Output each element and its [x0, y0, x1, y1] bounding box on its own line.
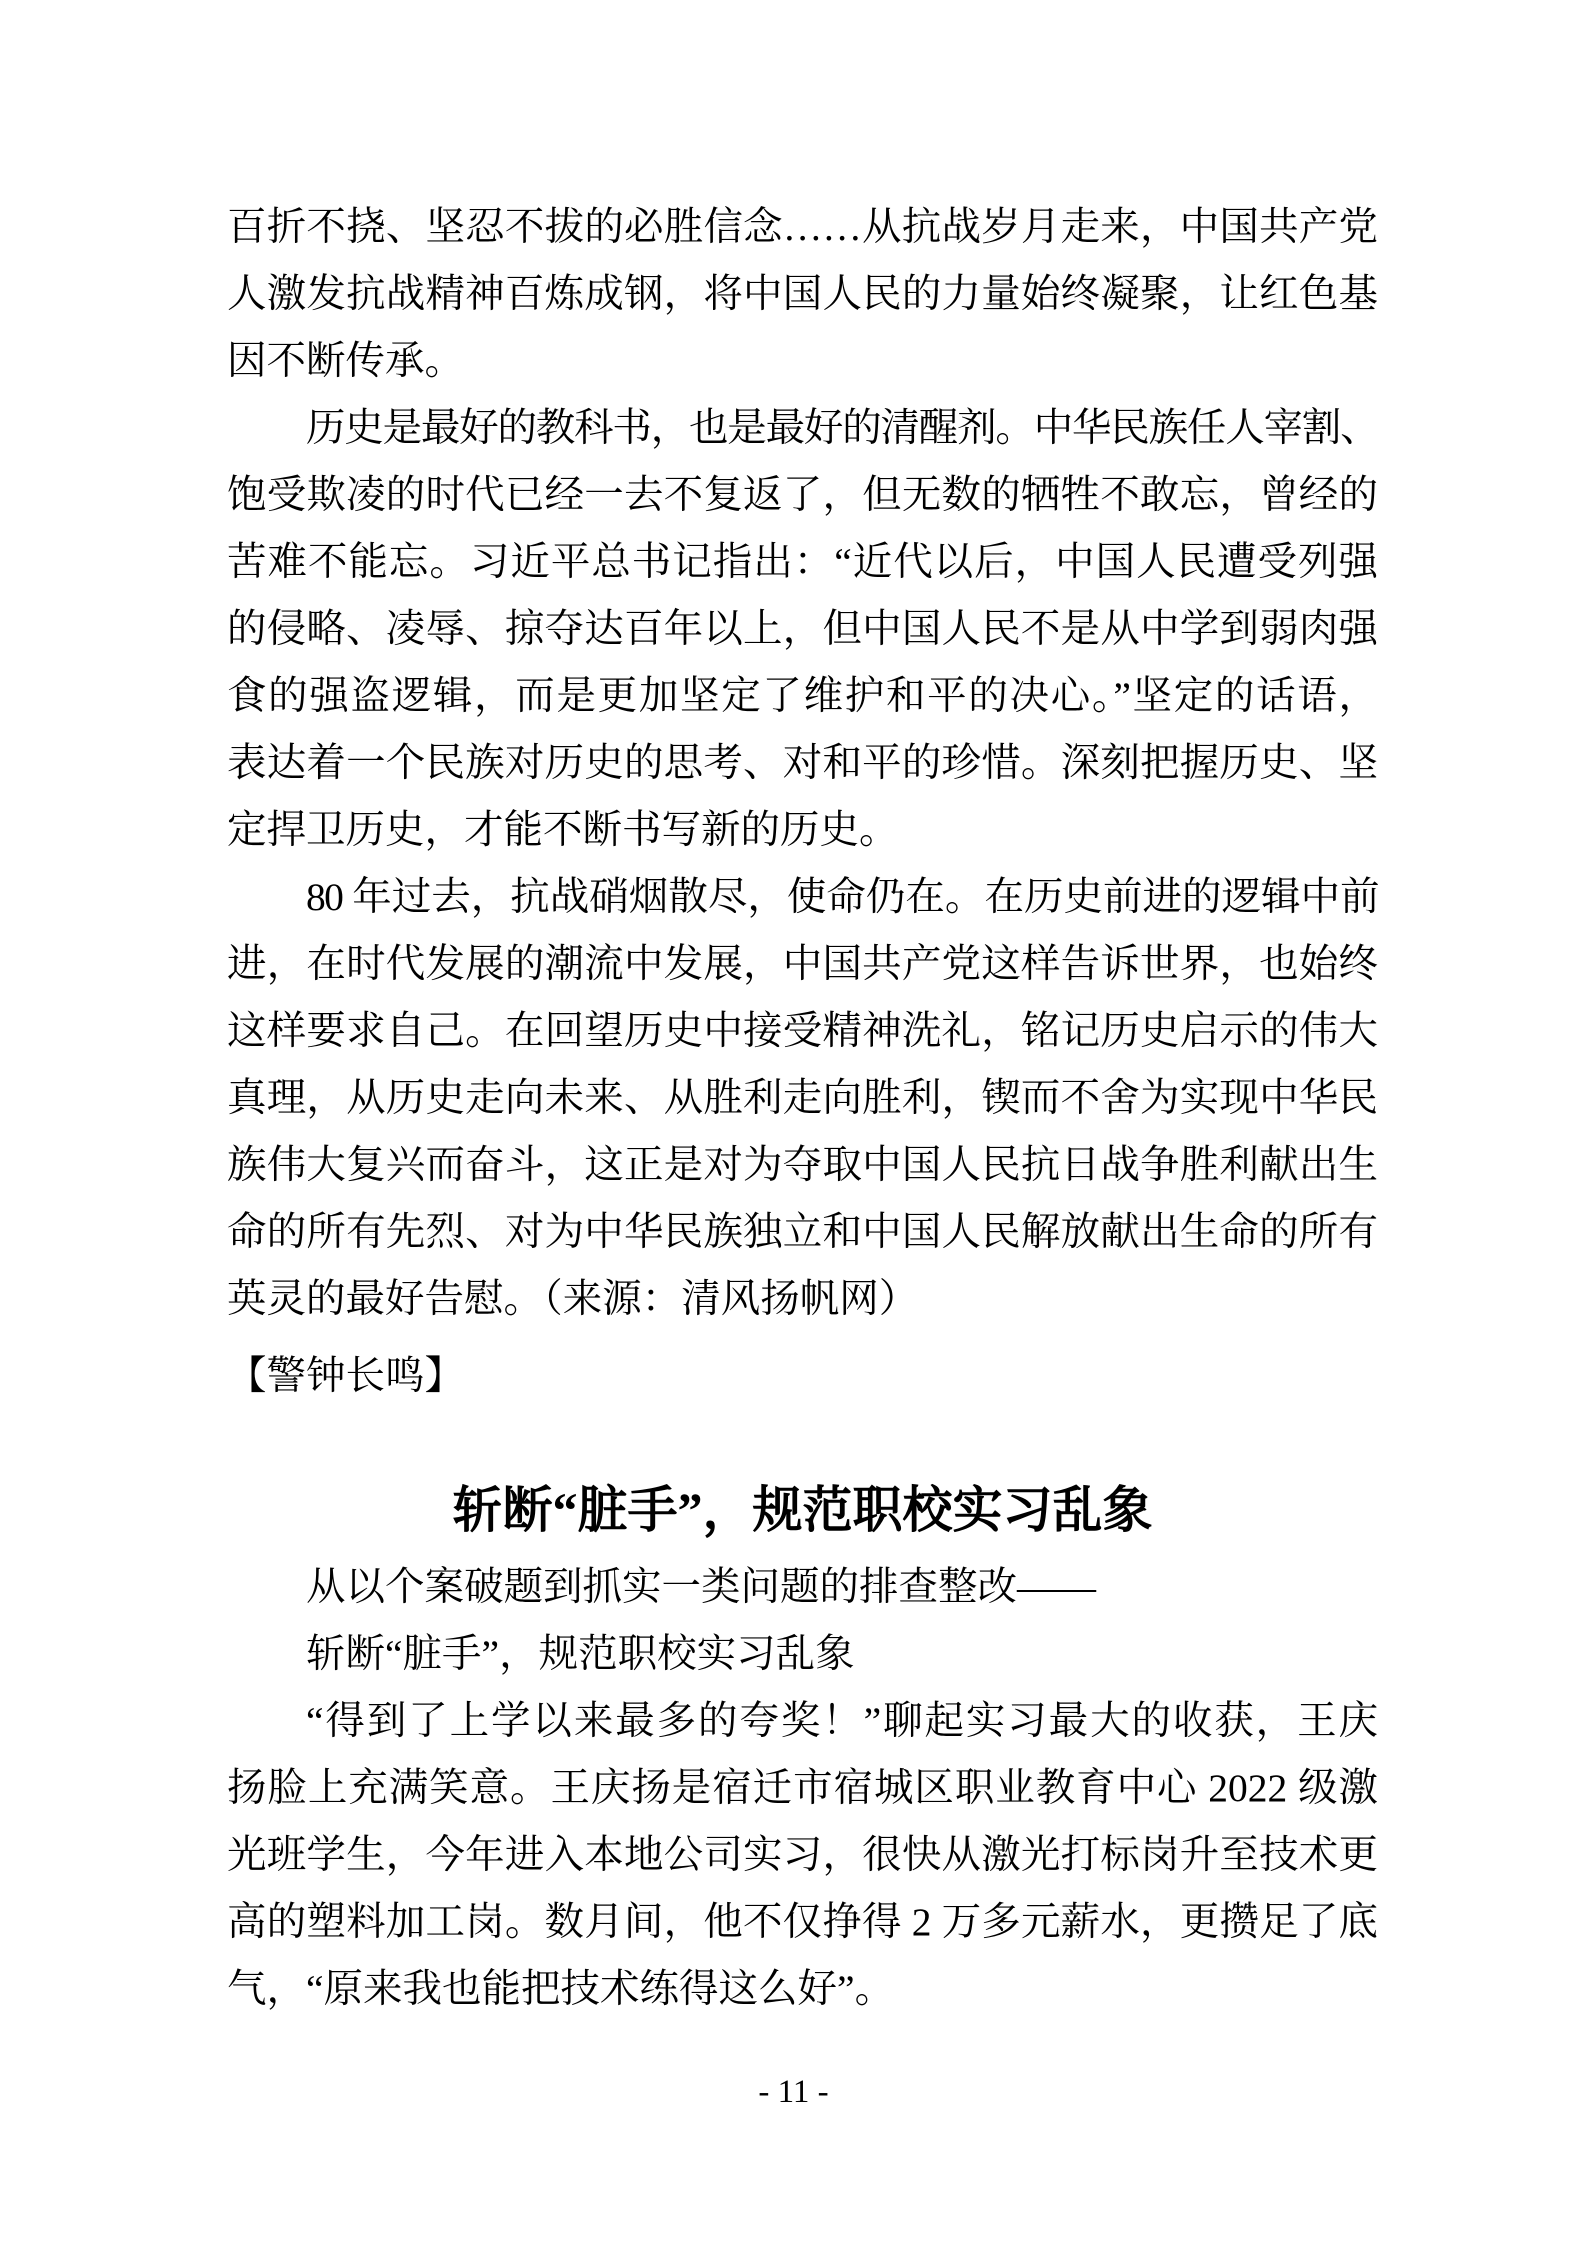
body-line: 光班学生，今年进入本地公司实习，很快从激光打标岗升至技术更: [227, 1833, 1378, 1877]
body-line: 这样要求自己。在回望历史中接受精神洗礼，铭记历史启示的伟大: [227, 1009, 1378, 1053]
body-line: 百折不挠、坚忍不拔的必胜信念……从抗战岁月走来，中国共产党: [227, 205, 1378, 249]
body-line: 人激发抗战精神百炼成钢，将中国人民的力量始终凝聚，让红色基: [227, 272, 1378, 316]
body-line: 扬脸上充满笑意。王庆扬是宿迁市宿城区职业教育中心 2022 级激: [227, 1766, 1378, 1810]
body-line: 因不断传承。: [227, 339, 464, 383]
document-body: [227, 194, 1378, 2023]
body-line: 定捍卫历史，才能不断书写新的历史。: [227, 808, 899, 852]
body-line: 斩断“脏手”，规范职校实习乱象: [306, 1632, 855, 1676]
body-line: 从以个案破题到抓实一类问题的排查整改——: [306, 1565, 1096, 1609]
body-line: 高的塑料加工岗。数月间，他不仅挣得 2 万多元薪水，更攒足了底: [227, 1900, 1378, 1944]
body-line: 苦难不能忘。习近平总书记指出：“近代以后，中国人民遭受列强: [227, 540, 1378, 584]
body-line: 表达着一个民族对历史的思考、对和平的珍惜。深刻把握历史、坚: [227, 741, 1378, 785]
section-marker: 【警钟长鸣】: [227, 1354, 464, 1398]
body-line: 80 年过去，抗战硝烟散尽，使命仍在。在历史前进的逻辑中前: [306, 875, 1378, 919]
body-line: 食的强盗逻辑，而是更加坚定了维护和平的决心。”坚定的话语，: [227, 674, 1378, 718]
body-line: 命的所有先烈、对为中华民族独立和中国人民解放献出生命的所有: [227, 1210, 1378, 1254]
body-line: 英灵的最好告慰。（来源：清风扬帆网）: [227, 1277, 919, 1321]
body-line: 气，“原来我也能把技术练得这么好”。: [227, 1967, 895, 2011]
body-line: 进，在时代发展的潮流中发展，中国共产党这样告诉世界，也始终: [227, 942, 1378, 986]
article-title: 斩断“脏手”，规范职校实习乱象: [452, 1482, 1153, 1538]
body-line: 族伟大复兴而奋斗，这正是对为夺取中国人民抗日战争胜利献出生: [227, 1143, 1378, 1187]
body-line: 历史是最好的教科书，也是最好的清醒剂。中华民族任人宰割、: [306, 406, 1378, 450]
body-line: 饱受欺凌的时代已经一去不复返了，但无数的牺牲不敢忘，曾经的: [227, 473, 1378, 517]
body-line: 的侵略、凌辱、掠夺达百年以上，但中国人民不是从中学到弱肉强: [227, 607, 1378, 651]
body-line: 真理，从历史走向未来、从胜利走向胜利，锲而不舍为实现中华民: [227, 1076, 1378, 1120]
page-number: - 11 -: [758, 2074, 829, 2110]
body-line: “得到了上学以来最多的夸奖！”聊起实习最大的收获，王庆: [306, 1699, 1378, 1743]
